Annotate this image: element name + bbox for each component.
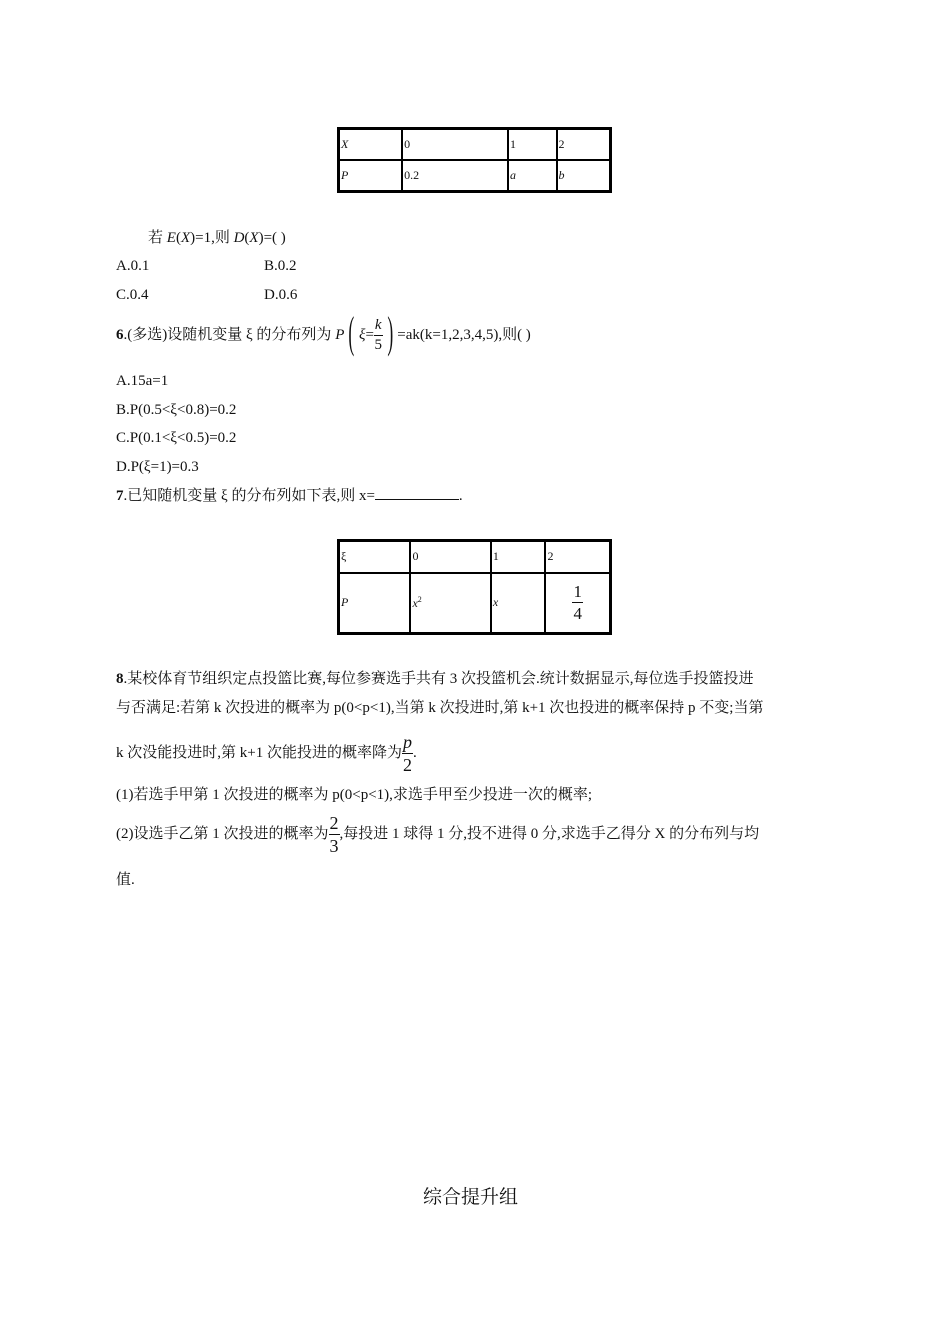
q5-option-d: D.0.6 — [264, 287, 298, 303]
q6-fraction: $\frac{k}{5}$ — [374, 317, 382, 354]
distribution-table-1 — [337, 127, 612, 193]
table1-row-label: P — [341, 167, 349, 182]
q8-line2: 与否满足:若第 k 次投进的概率为 p(0<p<1),当第 k 次投进时,第 k+1 次也投进的概率保持 p 不变;当第 — [116, 700, 764, 716]
answer-blank — [375, 498, 459, 500]
q8-part2: (2)设选手乙第 1 次投进的概率为 $\frac{2}{3}$ ,每投进 1 球得 1 分,投不进得 0 分,求选手乙得分 X 的分布列与均 — [116, 813, 760, 857]
q8-part1: (1)若选手甲第 1 次投进的概率为 p(0<p<1),求选手甲至少投进一次的概率; — [116, 787, 593, 803]
q5-stem: 若 E(X)=1,则 D(X)=( ) — [148, 230, 286, 246]
q6-option-a: A.15a=1 — [116, 373, 169, 389]
distribution-table-2 — [337, 539, 612, 635]
table1-header-2: 2 — [557, 129, 611, 160]
q5-option-c: C.0.4 — [116, 287, 149, 303]
table2-cell-0: $x^2$ — [410, 573, 490, 634]
table2-header-0: 0 — [410, 541, 490, 573]
table1-cell-1: a — [509, 167, 516, 182]
table2-header-1: 1 — [491, 541, 546, 573]
q7-stem: 7.已知随机变量 ξ 的分布列如下表,则 x= . — [116, 488, 463, 504]
q6-stem: 6.(多选)设随机变量 ξ 的分布列为 P( ξ= $\frac{k}{5}$ ) =ak(k=1,2,3,4,5),则( ) — [116, 307, 531, 357]
q8-fraction-2-over-3: $\frac{2}{3}$ — [329, 813, 339, 857]
table2-header-xi: ξ — [339, 541, 411, 573]
q6-option-c: C.P(0.1<ξ<0.5)=0.2 — [116, 430, 237, 446]
table1-header-1: 1 — [508, 129, 557, 160]
table2-header-2: 2 — [545, 541, 610, 573]
table1-header-x: X — [341, 136, 349, 151]
q5-option-b: B.0.2 — [264, 258, 297, 274]
q8-part2-cont: 值. — [116, 872, 135, 888]
q5-option-a: A.0.1 — [116, 258, 150, 274]
table1-cell-0: 0.2 — [402, 160, 508, 192]
table2-cell-1: x — [492, 595, 499, 610]
q8-line1: 8.某校体育节组织定点投篮比赛,每位参赛选手共有 3 次投篮机会.统计数据显示,每位选手投篮投进 — [116, 671, 754, 687]
q8-fraction-p-over-2: $\frac{p}{2}$ — [402, 732, 412, 776]
table1-header-0: 0 — [402, 129, 508, 160]
q6-option-d: D.P(ξ=1)=0.3 — [116, 459, 199, 475]
table2-cell-2: $\frac{1}{4}$ — [545, 573, 610, 634]
q6-option-b: B.P(0.5<ξ<0.8)=0.2 — [116, 402, 237, 418]
section-title: 综合提升组 — [423, 1186, 519, 1208]
table2-row-label: P — [341, 595, 349, 610]
q8-line3: k 次没能投进时,第 k+1 次能投进的概率降为 $\frac{p}{2}$ . — [116, 732, 417, 776]
table1-cell-2: b — [558, 167, 565, 182]
